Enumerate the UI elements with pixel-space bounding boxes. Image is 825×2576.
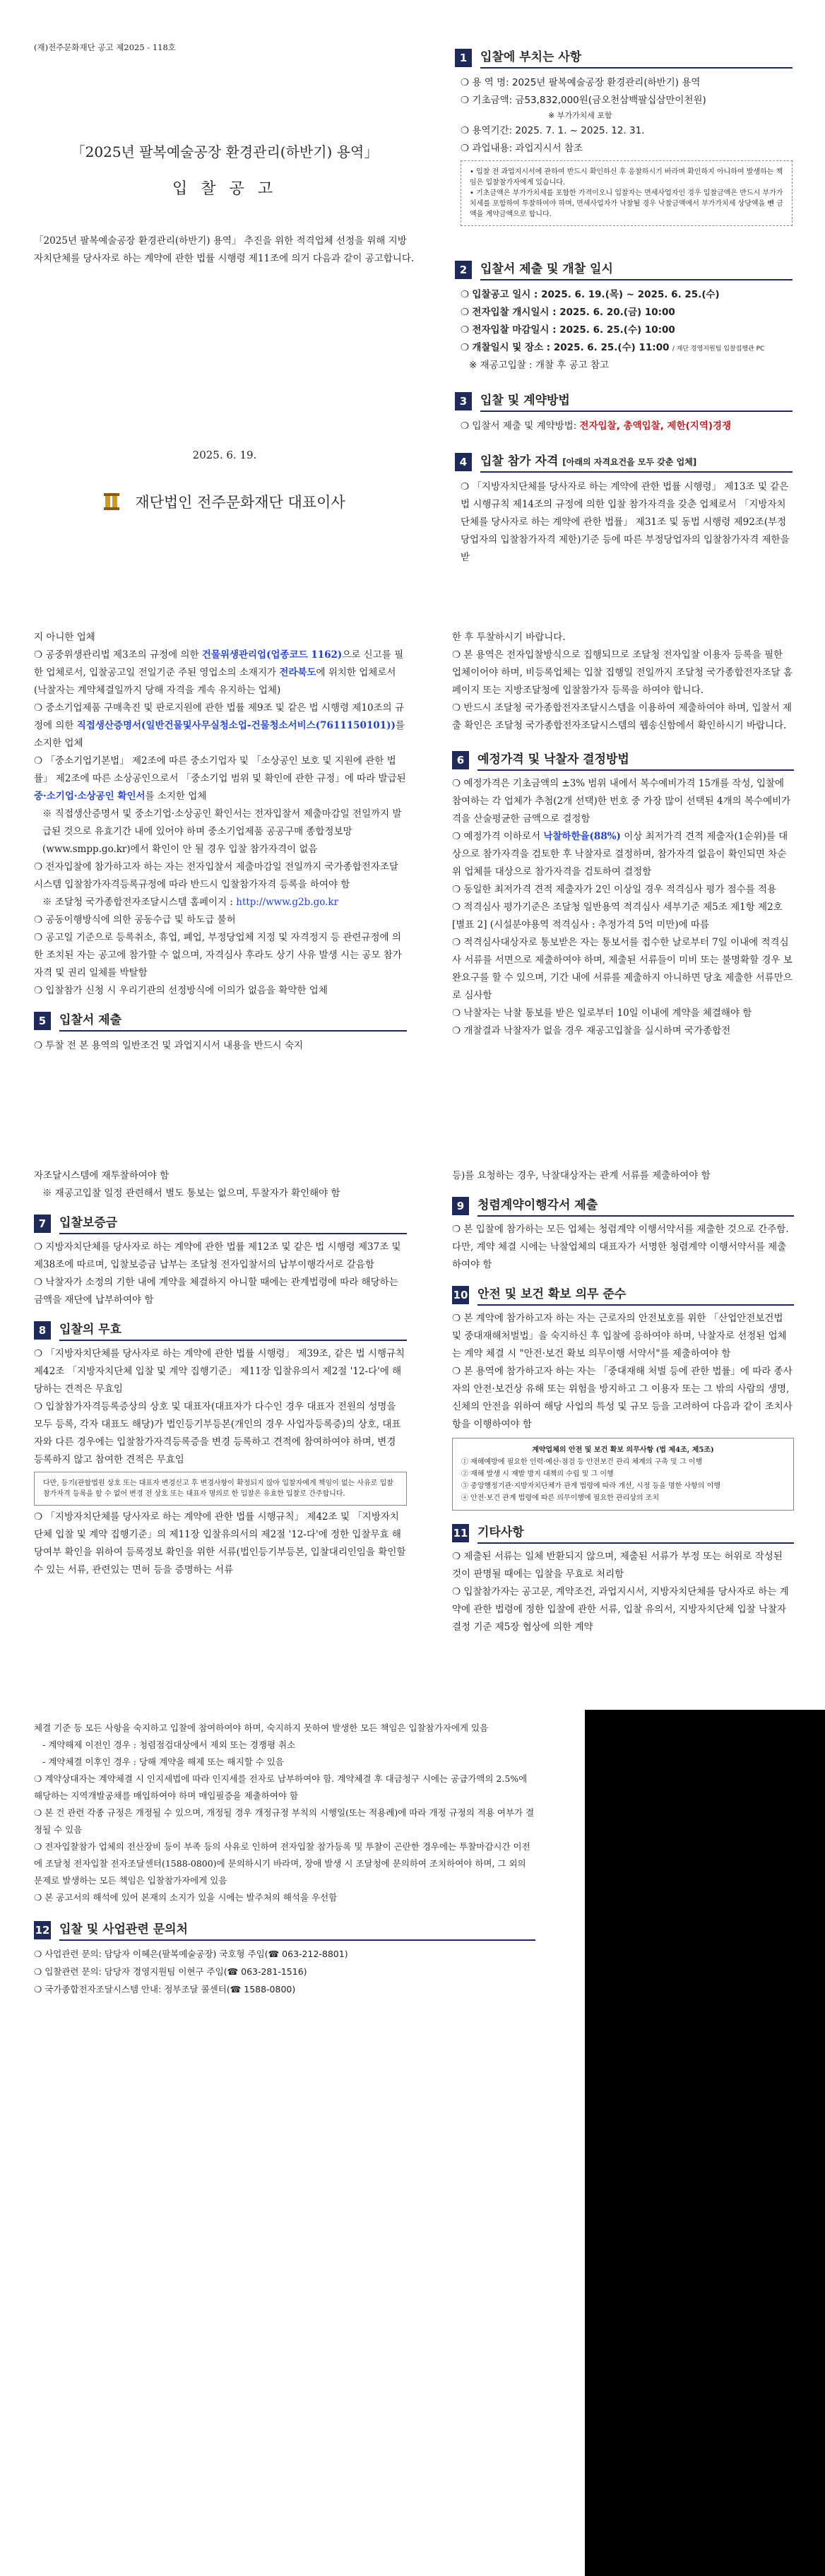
- section-7-header: [34, 1212, 407, 1234]
- list-item: ❍ 용역기간: 2025. 7. 1. ~ 2025. 12. 31.: [461, 125, 645, 136]
- item-text: 중소기업제품 구매촉진 및 판로지원에 관한 법률 제9조 및 같은 법 시행령 제10조의 규정에 의한: [34, 702, 405, 731]
- contact-text: 입찰관련 문의: 담당자 경영지원팀 이현구 주임(☎ 063-281-1516): [44, 1966, 307, 1977]
- list-item: ❍ 적격심사대상자로 통보받은 자는 통보서를 접수한 날로부터 7일 이내에 적격심사 서류를 서면으로 제출하여야 하며, 제출된 서류들이 미비 또는 불명확할 경우 보완요구를 할 수 있으며, 기간 내에 서류를 제출하지 아니하면 당초 제출한 서류만으로 심사함: [452, 937, 793, 1001]
- item-text: 개찰일시 및 장소 : 2025. 6. 25.(수) 11:00: [472, 342, 670, 353]
- section-3-body: [455, 412, 793, 435]
- section-8-header: [34, 1319, 407, 1341]
- item-text: 본 입찰에 참가하는 모든 업체는 청렴계약 이행서약서를 제출한 것으로 간주함. 다만, 계약 체결 시에는 낙찰업체의 대표자가 서명한 청렴계약 이행서약서를 제출하여야 함: [452, 1224, 789, 1270]
- list-item: ❍ 용 역 명: 2025년 팔복예술공장 환경관리(하반기) 용역: [461, 77, 701, 88]
- item-text: 계약상대자는 계약체결 시 인지세법에 따라 인지세를 전자로 납부하여야 함. 계약체결 후 대금청구 시에는 공급가액의 2.5%에 해당하는 지역개발공채를 매입하여야 하며 매입필증을 제출하여야 함: [34, 1773, 528, 1801]
- list-item-continued: 자조달시스템에 재투찰하여야 함: [34, 1170, 170, 1181]
- item-text: 본 용역에 참가하고자 하는 자는 「중대재해 처벌 등에 관한 법률」에 따라 종사자의 안전·보건상 유해 또는 위험을 방지하고 그 이용자 또는 그 밖의 사람의 생명, 신체의 안전을 위하여 해당 사업의 특성 및 규모 등을 고려하여 다음과 같이 조치사항을 이행하여야 함: [452, 1366, 793, 1430]
- list-item: ❍ 「지방자치단체를 당사자로 하는 계약에 관한 법률 시행령」 제39조, 같은 법 시행규칙 제42조 「지방자치단체 입찰 및 계약 집행기준」 제11장 입찰유의서 제2절 '12-다'에 해당하는 견적은 무효임: [34, 1348, 405, 1395]
- item-highlight: 낙찰하한율(88%): [543, 831, 621, 842]
- item-text: 으로 신고를 필한 업체로서, 입찰공고일 전일기준 주된 영업소의 소재지가: [34, 649, 404, 678]
- item-text: 입찰서 제출 및 계약방법:: [472, 420, 577, 432]
- item-text: 개찰결과 낙찰자가 없을 경우 재공고입찰을 실시하며 국가종합전: [463, 1025, 731, 1036]
- section-title: 입찰 및 계약방법: [480, 390, 793, 412]
- section-title: 입찰서 제출 및 개찰 일시: [480, 259, 793, 280]
- contact-list: [34, 1941, 535, 1998]
- g2b-link[interactable]: http://www.g2b.go.kr: [236, 897, 339, 908]
- list-item: ❍ 「지방자치단체를 당사자로 하는 계약에 관한 법률 시행규칙」 제42조 및 「지방자치단체 입찰 및 계약 집행기준」의 제11장 입찰유의서의 제2절 '12-다'에 정한 입찰무효 해당여부 확인을 위하여 등록정보 확인을 위한 서류(법인등기부등본, 입찰대리인임을 확인할 수 있는 서류, 관련있는 면허 등을 증명하는 서류: [34, 1511, 406, 1576]
- item-text: 적격심사 평가기준은 조달청 일반용역 적격심사 세부기준 제5조 제1항 제2호 [별표 2] (시설분야용역 적격심사 : 추정가격 5억 미만)에 따름: [452, 902, 783, 930]
- list-item: ❍ 공고일 기준으로 등록취소, 휴업, 폐업, 부정당업체 지정 및 자격정지 등 관련규정에 의한 조치된 자는 공고에 참가할 수 없으며, 자격심사 후라도 상기 사유 발생 시는 공모 참가자격 및 권리 일체를 박탈함: [34, 932, 402, 979]
- item-text: 전자입찰 개시일시 : 2025. 6. 20.(금) 10:00: [472, 307, 675, 318]
- item-text: 공고일 기준으로 등록취소, 휴업, 폐업, 부정당업체 지정 및 자격정지 등 관련규정에 의한 조치된 자는 공고에 참가할 수 없으며, 자격심사 후라도 상기 사유 발생 시는 공모 참가자격 및 권리 일체를 박탈함: [34, 932, 402, 979]
- section-title: 입찰 및 사업관련 문의처: [59, 1919, 535, 1941]
- list-item: ❍ 「지방자치단체를 당사자로 하는 계약에 관한 법률 시행령」 제13조 및 같은 법 시행규칙 제14조의 규정에 의한 입찰 참가자격을 갖춘 업체로서 「지방자치단체를 당사자로 하는 계약에 관한 법률」 제31조 및 동법 시행령 제92조(부정당업자의 입찰참가자격 제한)기준 등에 따른 부정당업자의 입찰참가자격 제한을 받: [461, 481, 790, 563]
- item-highlight: 직접생산증명서(일반건물및사무실청소업-건물청소서비스(7611150101)): [76, 720, 396, 731]
- page3-left: [34, 1167, 407, 1579]
- list-item: ❍ 본 입찰에 참가하는 모든 업체는 청렴계약 이행서약서를 제출한 것으로 간주함. 다만, 계약 체결 시에는 낙찰업체의 대표자가 서명한 청렴계약 이행서약서를 제출하여야 함: [452, 1224, 789, 1270]
- section-title-note: [아래의 자격요건을 모두 갖춘 업체]: [562, 457, 697, 467]
- section-number: 2: [455, 261, 472, 279]
- announce-date: 2025. 6. 19.: [192, 449, 257, 461]
- item-highlight: 건물위생관리업(업종코드 1162): [201, 649, 343, 661]
- item-text: 본 건 관련 각종 규정은 개정될 수 있으며, 개정될 경우 개정규정 부칙의 시행일(또는 적용례)에 따라 개정 규정의 적용 여부가 결정될 수 있음: [34, 1807, 535, 1835]
- list-item: ❍ 입찰공고 일시 : 2025. 6. 19.(목) ~ 2025. 6. 25.(수): [461, 289, 720, 300]
- list-item: ❍ 지방자치단체를 당사자로 하는 계약에 관한 법률 제12조 및 같은 법 시행령 제37조 및 제38조에 따르며, 입찰보증금 납부는 조달청 전자입찰서의 납부이행각서로 갈음함: [34, 1241, 401, 1270]
- safety-duty-box: [452, 1438, 794, 1511]
- contact-text: 사업관련 문의: 담당자 이혜은(팔복예술공장) 국호형 주임(☎ 063-212-8801): [44, 1949, 348, 1959]
- list-item-continued: 지 아니한 업체: [34, 632, 95, 643]
- section-6-body: [452, 771, 794, 1040]
- document-subtitle: 입 찰 공 고: [172, 180, 277, 198]
- list-subitem: - 계약체결 이후인 경우 : 당해 계약을 해제 또는 해지할 수 있음: [42, 1756, 284, 1767]
- page4-left: [34, 1720, 535, 1998]
- org-name: 재단법인 전주문화재단 대표이사: [135, 494, 345, 511]
- list-item: ❍ 입찰참가 신청 시 우리기관의 선정방식에 이의가 없음을 확약한 업체: [34, 985, 328, 996]
- list-item: ❍ 기초금액: 금53,832,000원(금오천삼백팔십삼만이천원): [461, 95, 706, 106]
- list-item: ❍ 본 계약에 참가하고자 하는 자는 근로자의 안전보호를 위한 「산업안전보건법 및 중대재해처벌법」을 숙지하신 후 입찰에 응하여야 하며, 낙찰자로 선정된 업체는 계약 체결 시 "안전·보건 확보 의무이행 서약서"를 제출하여야 함: [452, 1313, 787, 1359]
- item-text: 제출된 서류는 일체 반환되지 않으며, 제출된 서류가 부정 또는 허위로 작성된 것이 판명될 때에는 입찰을 무효로 처리함: [452, 1551, 783, 1580]
- list-item: ❍ 적격심사 평가기준은 조달청 일반용역 적격심사 세부기준 제5조 제1항 제2호 [별표 2] (시설분야용역 적격심사 : 추정가격 5억 미만)에 따름: [452, 902, 783, 930]
- list-item: ❍ 전자입찰 개시일시 : 2025. 6. 20.(금) 10:00: [461, 307, 675, 318]
- page-4: [0, 1710, 825, 2576]
- item-text: 공동이행방식에 의한 공동수급 및 하도급 불허: [45, 914, 236, 926]
- page2-left: [34, 629, 407, 1055]
- page1-left: [34, 41, 415, 512]
- box-title: 계약업체의 안전 및 보건 확보 의무사항 (법 제4조, 제5조): [532, 1446, 714, 1454]
- contact-item: ❍ 입찰관련 문의: 담당자 경영지원팀 이현구 주임(☎ 063-281-1516): [34, 1966, 307, 1977]
- section-title: 입찰보증금: [59, 1212, 407, 1234]
- section-title: 입찰의 무효: [59, 1319, 407, 1341]
- contact-text: 국가종합전자조달시스템 안내: 정부조달 콜센터(☎ 1588-0800): [44, 1984, 296, 1995]
- list-item: ❍ 개찰일시 및 장소 : 2025. 6. 25.(수) 11:00 / 재단 경영지원팀 입찰집행관 PC: [461, 342, 765, 353]
- item-text: 「지방자치단체를 당사자로 하는 계약에 관한 법률 시행령」 제39조, 같은 법 시행규칙 제42조 「지방자치단체 입찰 및 계약 집행기준」 제11장 입찰유의서 제2절 '12-다'에 해당하는 견적은 무효임: [34, 1348, 405, 1395]
- section-9-header: [452, 1195, 794, 1217]
- section-1-body: [455, 69, 793, 226]
- list-item: ❍ 개찰결과 낙찰자가 없을 경우 재공고입찰을 실시하며 국가종합전: [452, 1025, 731, 1036]
- item-highlight: 전라북도: [279, 667, 316, 678]
- item-text: 를 소지한 업체: [34, 720, 405, 749]
- list-item-continued: 등)를 요청하는 경우, 낙찰대상자는 관계 서류를 제출하여야 함: [452, 1170, 711, 1181]
- foundation-logo-icon: [104, 493, 125, 510]
- page-3: [0, 1159, 825, 1696]
- section-7-body: [34, 1234, 407, 1309]
- note-text: ※ 조달청 국가종합전자조달시스템 홈페이지 :: [42, 897, 237, 908]
- box-line: ④ 안전·보건 관계 법령에 따른 의무이행에 필요한 관리상의 조치: [461, 1494, 660, 1502]
- box-line: ② 재해 발생 시 재발 방지 대책의 수립 및 그 이행: [461, 1470, 614, 1478]
- item-text: 투찰 전 본 용역의 일반조건 및 과업지시서 내용을 반드시 숙지: [45, 1040, 304, 1051]
- item-text: 용역기간: 2025. 7. 1. ~ 2025. 12. 31.: [472, 125, 645, 136]
- section-1-header: [455, 47, 793, 69]
- section-4-header: [455, 451, 793, 473]
- section-title: 기타사항: [477, 1522, 794, 1544]
- list-item: ❍ 중소기업제품 구매촉진 및 판로지원에 관한 법률 제9조 및 같은 법 시행령 제10조의 규정에 의한 직접생산증명서(일반건물및사무실청소업-건물청소서비스(7611150101))를 소지한 업체: [34, 702, 405, 749]
- section-number: 11: [452, 1524, 469, 1542]
- section-6-header: [452, 749, 794, 771]
- list-item: ❍ 전자입찰에 참가하고자 하는 자는 전자입찰서 제출마감일 전일까지 국가종합전자조달시스템 입찰참가자격등록규정에 따라 반드시 입찰참가자격 등록을 하여야 함: [34, 861, 398, 890]
- section-title: 청렴계약이행각서 제출: [477, 1195, 794, 1217]
- item-text: 본 계약에 참가하고자 하는 자는 근로자의 안전보호를 위한 「산업안전보건법 및 중대재해처벌법」을 숙지하신 후 입찰에 응하여야 하며, 낙찰자로 선정된 업체는 계약 체결 시 "안전·보건 확보 의무이행 서약서"를 제출하여야 함: [452, 1313, 787, 1359]
- section-number: 9: [452, 1197, 469, 1215]
- item-text: 본 공고서의 해석에 있어 본재의 소지가 있을 시에는 발주처의 해석을 우선함: [44, 1892, 338, 1903]
- list-item: ❍ 과업내용: 과업지시서 참조: [461, 143, 583, 154]
- list-item: ❍ 계약상대자는 계약체결 시 인지세법에 따라 인지세를 전자로 납부하여야 함. 계약체결 후 대금청구 시에는 공급가액의 2.5%에 해당하는 지역개발공채를 매입하여야 하며 매입필증을 제출하여야 함: [34, 1773, 528, 1801]
- item-text: 입찰참가 신청 시 우리기관의 선정방식에 이의가 없음을 확약한 업체: [45, 985, 328, 996]
- list-item: ❍ 공동이행방식에 의한 공동수급 및 하도급 불허: [34, 914, 236, 926]
- item-text: 과업내용: 과업지시서 참조: [472, 143, 583, 154]
- item-text: 반드시 조달청 국가종합전자조달시스템을 이용하여 제출하여야 하며, 입찰서 제출 확인은 조달청 국가종합전자조달시스템의 웹송신함에서 확인하시기 바랍니다.: [452, 702, 793, 731]
- section-title: 입찰에 부치는 사항: [480, 47, 793, 69]
- section-number: 10: [452, 1286, 469, 1304]
- list-item: [461, 357, 793, 374]
- list-item: ❍ 본 건 관련 각종 규정은 개정될 수 있으며, 개정될 경우 개정규정 부칙의 시행일(또는 적용례)에 따라 개정 규정의 적용 여부가 결정될 수 있음: [34, 1807, 535, 1835]
- item-text: 전자입찰 마감일시 : 2025. 6. 25.(수) 10:00: [472, 324, 675, 336]
- page2-right: [452, 629, 794, 1040]
- list-item: ❍ 본 공고서의 해석에 있어 본재의 소지가 있을 시에는 발주처의 해석을 우선함: [34, 1892, 338, 1903]
- item-text: 「지방자치단체를 당사자로 하는 계약에 관한 법률 시행규칙」 제42조 및 「지방자치단체 입찰 및 계약 집행기준」의 제11장 입찰유의서의 제2절 '12-다'에 정한 입찰무효 해당여부 확인을 위하여 등록정보 확인을 위한 서류(법인등기부등본, 입찰대리인임을 확인할 수 있는 서류, 관련있는 면허 등을 증명하는 서류: [34, 1511, 406, 1576]
- list-item: ❍ 입찰참가자격등록증상의 상호 및 대표자(대표자가 다수인 경우 대표자 전원의 성명을 모두 등록, 각자 대표도 해당)가 법인등기부등본(개인의 경우 사업자등록증)의 상호, 대표자와 다른 경우에는 입찰참가자격등록증을 변경 등록하고 견적에 참여하여야 하며, 변경 등록하지 않고 참여한 견적은 무효임: [34, 1401, 401, 1465]
- section-number: 8: [34, 1321, 51, 1340]
- section-number: 3: [455, 392, 472, 410]
- section-12-header: [34, 1919, 535, 1941]
- section-10-body: [452, 1306, 794, 1511]
- box-line: ③ 중앙행정기관·지방자치단체가 관계 법령에 따라 개선, 시정 등을 명한 사항의 이행: [461, 1482, 720, 1490]
- contact-item: ❍ 사업관련 문의: 담당자 이혜은(팔복예술공장) 국호형 주임(☎ 063-212-8801): [34, 1949, 348, 1959]
- notice-line: • 기초금액은 부가가치세를 포함한 가격이오니 입찰자는 면세사업자인 경우 입찰금액은 반드시 부가가치세를 포함하여 투찰하여야 하며, 면세사업자가 낙찰될 경우 낙찰금액에서 부가가치세 상당액을 뺀 금액을 계약금액으로 합니다.: [470, 189, 783, 218]
- list-item: ❍ 동일한 최저가격 견적 제출자가 2인 이상일 경우 적격심사 평가 점수를 적용: [452, 884, 777, 895]
- note: ※ 직접생산증명서 및 중소기업·소상공인 확인서는 전자입찰서 제출마감일 전일까지 발급된 것으로 유효기간 내에 있어야 하며 중소기업제품 공공구매 종합정보망(www.smpp.go.kr)에서 확인이 안 될 경우 입찰 참가자격이 없음: [42, 808, 402, 855]
- notice-number: (재)전주문화재단 공고 제2025 - 118호: [34, 42, 176, 52]
- item-text: 용 역 명: 2025년 팔복예술공장 환경관리(하반기) 용역: [472, 77, 701, 88]
- list-item: ❍ 예정가격 이하로서 낙찰하한율(88%) 이상 최저가격 견적 제출자(1순위)를 대상으로 참가자격을 검토한 후 낙찰자로 결정하며, 참가자격 없음이 확인되면 차순위 업체를 대상으로 참가자격을 검토하여 결정함: [452, 831, 788, 878]
- section-number: 1: [455, 49, 472, 67]
- list-item: ❍ 공중위생관리법 제3조의 규정에 의한 건물위생관리업(업종코드 1162)으로 신고를 필한 업체로서, 입찰공고일 전일기준 주된 영업소의 소재지가 전라북도에 위치한 업체로서(낙찰자는 계약체결일까지 당해 자격을 계속 유지하는 업체): [34, 649, 404, 696]
- section-title-text: 입찰 참가 자격: [480, 454, 559, 468]
- item-text: 입찰참가자는 공고문, 계약조건, 과업지시서, 지방자치단체를 당사자로 하는 계약에 관한 법령에 정한 입찰에 관한 서류, 입찰 유의서, 지방자치단체 입찰 낙찰자결정 기준 제5장 협상에 의한 계약: [452, 1586, 789, 1633]
- item-text: 지방자치단체를 당사자로 하는 계약에 관한 법률 제12조 및 같은 법 시행령 제37조 및 제38조에 따르며, 입찰보증금 납부는 조달청 전자입찰서의 납부이행각서로 갈음함: [34, 1241, 401, 1270]
- section-5-header: [34, 1010, 407, 1032]
- item-text: 기초금액: 금53,832,000원(금오천삼백팔십삼만이천원): [472, 95, 706, 106]
- section-title: 예정가격 및 낙찰자 결정방법: [477, 749, 794, 771]
- item-text: 전자입찰에 참가하고자 하는 자는 전자입찰서 제출마감일 전일까지 국가종합전자조달시스템 입찰참가자격등록규정에 따라 반드시 입찰참가자격 등록을 하여야 함: [34, 861, 398, 890]
- list-item: ❍ 전자입찰 마감일시 : 2025. 6. 25.(수) 10:00: [461, 324, 675, 336]
- vat-note: ※ 부가가치세 포함: [548, 111, 612, 120]
- list-item: ❍ 예정가격은 기초금액의 ±3% 범위 내에서 복수예비가격 15개를 작성, 입찰에 참여하는 각 업체가 추첨(2개 선택)한 번호 중 가장 많이 선택된 4개의 복수예비가격을 산술평균한 금액으로 결정함: [452, 778, 791, 825]
- list-item: ❍ 낙찰자가 소정의 기한 내에 계약을 체결하지 아니할 때에는 관계법령에 따라 해당하는 금액을 재단에 납부하여야 함: [34, 1277, 398, 1306]
- list-subitem: - 계약해제 이전인 경우 : 청렴점검대상에서 제외 또는 경쟁평 취소: [42, 1739, 296, 1750]
- item-text: 를 소지한 업체: [145, 791, 207, 802]
- item-highlight: 전자입찰, 총액입찰, 제한(지역)경쟁: [579, 420, 732, 432]
- item-text: 입찰참가자격등록증상의 상호 및 대표자(대표자가 다수인 경우 대표자 전원의 성명을 모두 등록, 각자 대표도 해당)가 법인등기부등본(개인의 경우 사업자등록증)의 상호, 대표자와 다른 경우에는 입찰참가자격등록증을 변경 등록하고 견적에 참여하여야 하며, 변경 등록하지 않고 참여한 견적은 무효임: [34, 1401, 401, 1465]
- section-11-body: [452, 1544, 794, 1636]
- intro-paragraph: 「2025년 팔복예술공장 환경관리(하반기) 용역」 추진을 위한 적격업체 선정을 위해 지방자치단체를 당사자로 하는 계약에 관한 법률 시행령 제11조에 의거 다음과 같이 공고합니다.: [34, 235, 415, 264]
- section-8-body: [34, 1341, 407, 1579]
- item-highlight: 중·소기업·소상공인 확인서: [34, 791, 146, 802]
- list-item: ❍ 제출된 서류는 일체 반환되지 않으며, 제출된 서류가 부정 또는 허위로 작성된 것이 판명될 때에는 입찰을 무효로 처리함: [452, 1551, 783, 1580]
- list-item-continued: 체결 기준 등 모든 사항을 숙지하고 입찰에 참여하여야 하며, 숙지하지 못하여 발생한 모든 책임은 입찰참가자에게 있음: [34, 1723, 489, 1733]
- section-4-body: [455, 473, 793, 567]
- item-text: ※ 재공고입찰 : 개찰 후 공고 참고: [469, 360, 610, 371]
- list-item: ❍ 투찰 전 본 용역의 일반조건 및 과업지시서 내용을 반드시 숙지: [34, 1040, 304, 1051]
- list-item: ❍ 본 용역은 전자입찰방식으로 집행되므로 조달청 전자입찰 이용자 등록을 필한 업체이어야 하며, 비등록업체는 입찰 집행일 전일까지 조달청 국가종합전자조달 홈페이지 또는 지방조달청에 입찰참가자 등록을 하여야 합니다.: [452, 649, 793, 696]
- item-text: 입찰공고 일시 : 2025. 6. 19.(목) ~ 2025. 6. 25.(수): [472, 289, 720, 300]
- item-text: 예정가격 이하로서: [463, 831, 544, 842]
- section-number: 6: [452, 751, 469, 769]
- item-text: 이상 최저가격 견적 제출자(1순위)를 대상으로 참가자격을 검토한 후 낙찰자로 결정하며, 참가자격 없음이 확인되면 차순위 업체를 대상으로 참가자격을 검토하여 결정함: [452, 831, 788, 878]
- page1-right: [455, 47, 793, 567]
- list-item: ❍ 입찰서 제출 및 계약방법: 전자입찰, 총액입찰, 제한(지역)경쟁: [461, 420, 732, 432]
- section-number: 12: [34, 1921, 51, 1939]
- section-2-body: [455, 280, 793, 374]
- notice-line: • 입찰 전 과업지시서에 관하여 반드시 확인하신 후 응찰하시기 바라며 확인하지 아니하여 발생하는 책임은 입찰참가자에게 있습니다.: [470, 168, 783, 187]
- box-line: ① 재해예방에 필요한 인력·예산·점검 등 안전보건 관리 체계의 구축 및 그 이행: [461, 1458, 703, 1466]
- section-title: 안전 및 보건 확보 의무 준수: [477, 1284, 794, 1306]
- section-11-header: [452, 1522, 794, 1544]
- item-text: 적격심사대상자로 통보받은 자는 통보서를 접수한 날로부터 7일 이내에 적격심사 서류를 서면으로 제출하여야 하며, 제출된 서류들이 미비 또는 불명확할 경우 보완요구를 할 수 있으며, 기간 내에 서류를 제출하지 아니하면 당초 제출한 서류만으로 심사함: [452, 937, 793, 1001]
- item-text: 「지방자치단체를 당사자로 하는 계약에 관한 법률 시행령」 제13조 및 같은 법 시행규칙 제14조의 규정에 의한 입찰 참가자격을 갖춘 업체로서 「지방자치단체를 당사자로 하는 계약에 관한 법률」 제31조 및 동법 시행령 제92조(부정당업자의 입찰참가자격 제한)기준 등에 따른 부정당업자의 입찰참가자격 제한을 받: [461, 481, 790, 563]
- notice-box: [461, 160, 793, 226]
- item-text: 예정가격은 기초금액의 ±3% 범위 내에서 복수예비가격 15개를 작성, 입찰에 참여하는 각 업체가 추첨(2개 선택)한 번호 중 가장 많이 선택된 4개의 복수예비가격을 산술평균한 금액으로 결정함: [452, 778, 791, 825]
- section-3-header: [455, 390, 793, 412]
- note: ※ 재공고입찰 일정 관련해서 별도 통보는 없으며, 투찰자가 확인해야 함: [42, 1188, 340, 1199]
- list-item-continued: 한 후 투찰하시기 바랍니다.: [452, 632, 566, 643]
- note: [34, 894, 407, 911]
- item-text: 전자입찰참가 업체의 전산장비 등이 부족 등의 사유로 인하여 전자입찰 참가등록 및 투찰이 곤란한 경우에는 투찰마감시간 이전에 조달청 전자입찰 전자조달센터(1588-0800)에 문의하시기 바라며, 장애 발생 시 조달청에 문의하여 조치하여야 하며, 그 외의 문제로 발생하는 모든 책임은 입찰참가자에게 있음: [34, 1841, 530, 1886]
- contact-item: ❍ 국가종합전자조달시스템 안내: 정부조달 콜센터(☎ 1588-0800): [34, 1984, 296, 1995]
- item-note: / 재단 경영지원팀 입찰집행관 PC: [672, 345, 765, 353]
- page-1: [0, 0, 825, 608]
- item-text: 공중위생관리법 제3조의 규정에 의한: [45, 649, 202, 661]
- item-text: 본 용역은 전자입찰방식으로 집행되므로 조달청 전자입찰 이용자 등록을 필한 업체이어야 하며, 비등록업체는 입찰 집행일 전일까지 조달청 국가종합전자조달 홈페이지 또는 지방조달청에 입찰참가자 등록을 하여야 합니다.: [452, 649, 793, 696]
- item-text: 에 위치한 업체로서(낙찰자는 계약체결일까지 당해 자격을 계속 유지하는 업체): [34, 667, 396, 696]
- list-item: ❍ 「중소기업기본법」 제2조에 따른 중소기업자 및 「소상공인 보호 및 지원에 관한 법률」 제2조에 따른 소상공인으로서 「중소기업 범위 및 확인에 관한 규정」에 따라 발급된 중·소기업·소상공인 확인서를 소지한 업체: [34, 755, 406, 802]
- list-item: ❍ 본 용역에 참가하고자 하는 자는 「중대재해 처벌 등에 관한 법률」에 따라 종사자의 안전·보건상 유해 또는 위험을 방지하고 그 이용자 또는 그 밖의 사람의 생명, 신체의 안전을 위하여 해당 사업의 특성 및 규모 등을 고려하여 다음과 같이 조치사항을 이행하여야 함: [452, 1366, 793, 1430]
- page3-right: [452, 1167, 794, 1636]
- item-text: 동일한 최저가격 견적 제출자가 2인 이상일 경우 적격심사 평가 점수를 적용: [463, 884, 777, 895]
- item-text: 「중소기업기본법」 제2조에 따른 중소기업자 및 「소상공인 보호 및 지원에 관한 법률」 제2조에 따른 소상공인으로서 「중소기업 범위 및 확인에 관한 규정」에 따라 발급된: [34, 755, 406, 784]
- section-2-header: [455, 259, 793, 280]
- section-number: 4: [455, 453, 472, 471]
- section-number: 7: [34, 1215, 51, 1233]
- exception-box: 다만, 등기(관할법원 상호 또는 대표자 변경신고 후 변경사항이 확정되지 않아 입찰자에게 책임이 없는 사유로 입찰참가자격 등록을 할 수 없어 변경 전 상호 또는 대표자 명의로 한 입찰은 유효한 입찰로 간주합니다.: [34, 1472, 407, 1506]
- org-signature: [34, 491, 415, 512]
- blank-black-area: [585, 1710, 825, 2576]
- list-item: ❍ 전자입찰참가 업체의 전산장비 등이 부족 등의 사유로 인하여 전자입찰 참가등록 및 투찰이 곤란한 경우에는 투찰마감시간 이전에 조달청 전자입찰 전자조달센터(1588-0800)에 문의하시기 바라며, 장애 발생 시 조달청에 문의하여 조치하여야 하며, 그 외의 문제로 발생하는 모든 책임은 입찰참가자에게 있음: [34, 1841, 530, 1886]
- section-number: 5: [34, 1012, 51, 1030]
- list-item: ❍ 낙찰자는 낙찰 통보를 받은 일로부터 10일 이내에 계약을 체결해야 함: [452, 1008, 752, 1019]
- list-item: ❍ 반드시 조달청 국가종합전자조달시스템을 이용하여 제출하여야 하며, 입찰서 제출 확인은 조달청 국가종합전자조달시스템의 웹송신함에서 확인하시기 바랍니다.: [452, 702, 793, 731]
- section-10-header: [452, 1284, 794, 1306]
- item-text: 낙찰자가 소정의 기한 내에 계약을 체결하지 아니할 때에는 관계법령에 따라 해당하는 금액을 재단에 납부하여야 함: [34, 1277, 398, 1306]
- document-title: 「2025년 팔복예술공장 환경관리(하반기) 용역」: [71, 143, 379, 160]
- list-item: ❍ 입찰참가자는 공고문, 계약조건, 과업지시서, 지방자치단체를 당사자로 하는 계약에 관한 법령에 정한 입찰에 관한 서류, 입찰 유의서, 지방자치단체 입찰 낙찰자결정 기준 제5장 협상에 의한 계약: [452, 1586, 789, 1633]
- item-text: 낙찰자는 낙찰 통보를 받은 일로부터 10일 이내에 계약을 체결해야 함: [463, 1008, 752, 1019]
- page-2: [0, 622, 825, 1152]
- section-title: [480, 451, 793, 473]
- section-title: 입찰서 제출: [59, 1010, 407, 1032]
